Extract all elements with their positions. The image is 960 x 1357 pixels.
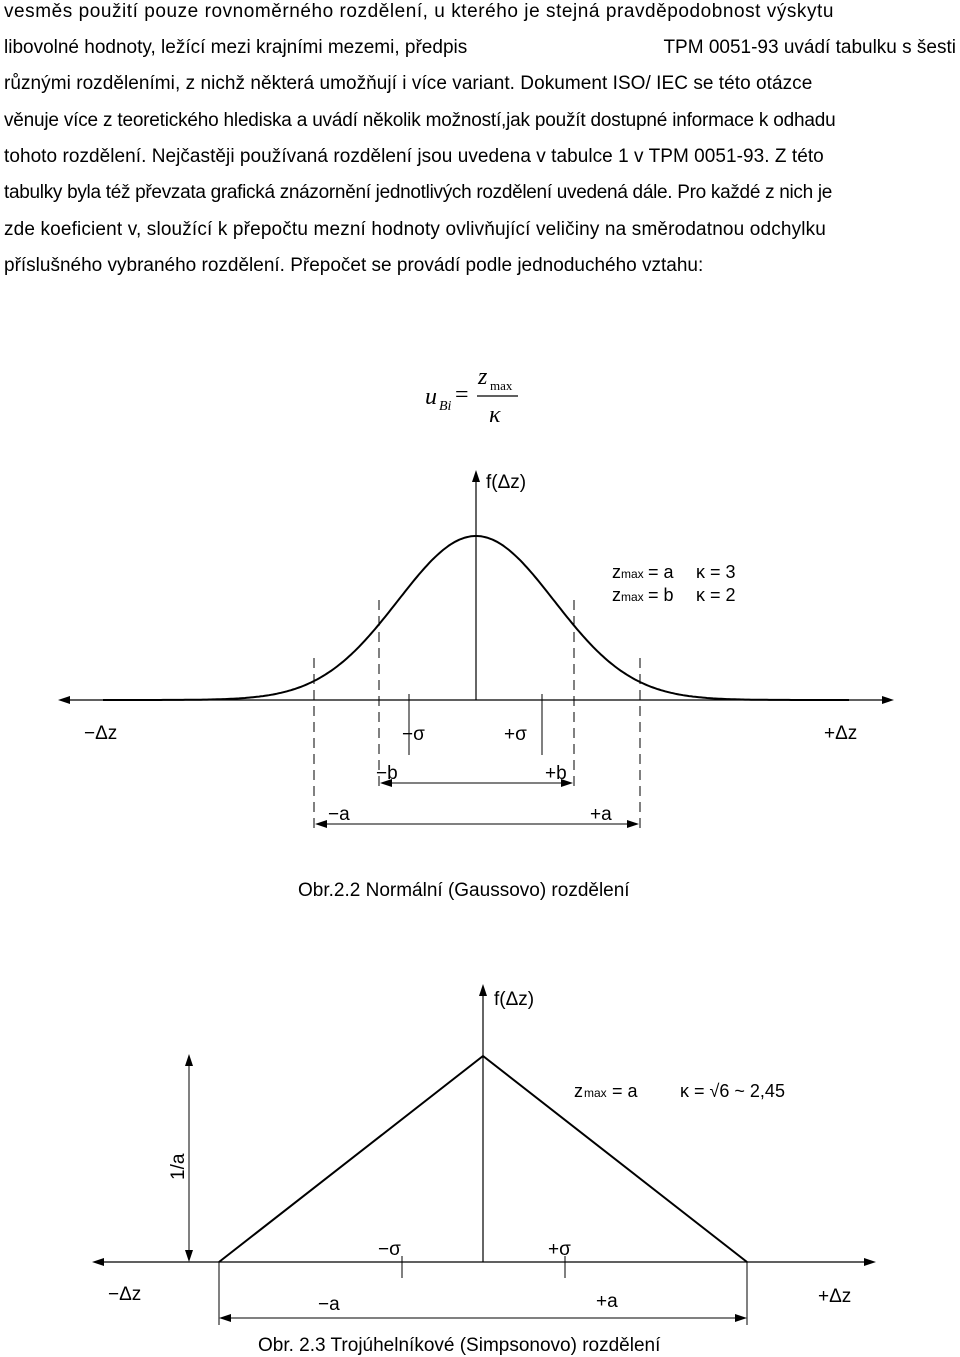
tri-label-minus-sigma: −σ [378,1239,401,1260]
text-line-6 [4,181,832,205]
gauss-label-minus-a: −a [328,804,350,825]
gauss-baseline-arrow-left [58,696,70,704]
gauss-label-minus-sigma: −σ [402,724,425,745]
formula-equals: = [455,382,469,408]
text-line-1-content: vesměs použití pouze rovnoměrného rozdělení, u kterého je stejná pravděpodobnost výskytu [4,1,834,22]
gauss-caption: Obr.2.2 Normální (Gaussovo) rozdělení [298,880,630,901]
text-line-2-left: libovolné hodnoty, ležící mezi krajními mezemi, předpis [4,37,468,58]
tri-legend-sub: max [584,1086,607,1100]
tri-caption: Obr. 2.3 Trojúhelníkové (Simpsonovo) rozdělení [258,1335,661,1356]
tri-legend-eq: = a [607,1081,638,1101]
gauss-label-plus-a: +a [590,804,612,825]
gauss-label-plus-b: +b [545,763,567,784]
text-line-5 [4,145,824,169]
figure-gaussian [0,460,960,910]
gauss-label-minus-b: −b [376,763,398,784]
tri-label-plus-dz: +Δz [818,1286,852,1307]
tri-label-plus-sigma: +σ [548,1239,571,1260]
gauss-legend-2-sub: max [621,590,644,604]
text-line-2-right: TPM 0051-93 uvádí tabulku s šesti [663,37,956,58]
text-line-3-content: různými rozděleními, z nichž některá umožňují i více variant. Dokument ISO/ IEC se této otázce [4,73,813,94]
text-line-8 [4,254,703,278]
gauss-legend-2-kappa: κ = 2 [696,585,736,605]
tri-label-plus-a: +a [596,1291,618,1312]
tri-height-arrow-top [185,1054,193,1066]
text-line-2 [4,36,960,60]
gauss-legend-2-eq: = b [643,585,674,605]
formula-num-var: z [478,364,488,390]
text-line-4-content: věnuje více z teoretického hlediska a uvádí několik možností,jak použít dostupné informace k odhadu [4,110,836,131]
figure-triangular [0,975,960,1357]
tri-y-label: f(Δz) [494,989,535,1010]
gauss-legend-1-z: z [612,562,621,582]
tri-label-minus-a: −a [318,1294,340,1315]
text-line-7 [4,218,826,242]
tri-legend-kappa: κ = √6 ~ 2,45 [680,1081,785,1101]
text-line-1 [4,0,960,24]
gauss-baseline-arrow-right [882,696,894,704]
gauss-label-plus-sigma: +σ [504,724,527,745]
tri-legend-z: z [574,1081,583,1101]
formula-ubi [415,362,555,434]
gauss-label-plus-dz: +Δz [824,723,858,744]
text-line-8-content: příslušného vybraného rozdělení. Přepočet se provádí podle jednoduchého vztahu: [4,255,704,276]
formula-num-sub: max [490,378,513,393]
tri-baseline-arrow-right [864,1258,876,1266]
gauss-dim-a-arrow-left [315,820,327,828]
gauss-legend-1-eq: = a [643,562,674,582]
tri-label-minus-dz: −Δz [108,1284,142,1305]
text-line-3 [4,72,812,96]
formula-denom: κ [489,402,501,428]
gauss-y-label: f(Δz) [486,472,527,493]
formula-lhs-var: u [425,384,437,410]
gauss-dim-a-arrow-right [627,820,639,828]
text-line-6-content: tabulky byla též převzata grafická znázornění jednotlivých rozdělení uvedená dále. Pro každé z nich je [4,182,833,203]
text-line-7-content: zde koeficient v, sloužící k přepočtu mezní hodnoty ovlivňující veličiny na směrodatnou odchylku [4,219,826,240]
tri-dim-a-arrow-right [735,1314,747,1322]
tri-baseline-arrow-left [92,1258,104,1266]
tri-height-label: 1/a [168,1153,189,1180]
gauss-legend-2-z: z [612,585,621,605]
gauss-legend [612,562,736,605]
formula-lhs-sub: Bi [439,399,452,414]
text-line-5-content: tohoto rozdělení. Nejčastěji používaná rozdělení jsou uvedena v tabulce 1 v TPM 0051-93. Z této [4,146,824,167]
gauss-y-arrow [472,470,480,482]
tri-dim-a-arrow-left [219,1314,231,1322]
gauss-legend-1-kappa: κ = 3 [696,562,736,582]
text-line-4 [4,109,835,133]
gauss-legend-1-sub: max [621,567,644,581]
tri-height-arrow-bottom [185,1250,193,1262]
tri-y-arrow [479,984,487,996]
gauss-label-minus-dz: −Δz [84,723,118,744]
